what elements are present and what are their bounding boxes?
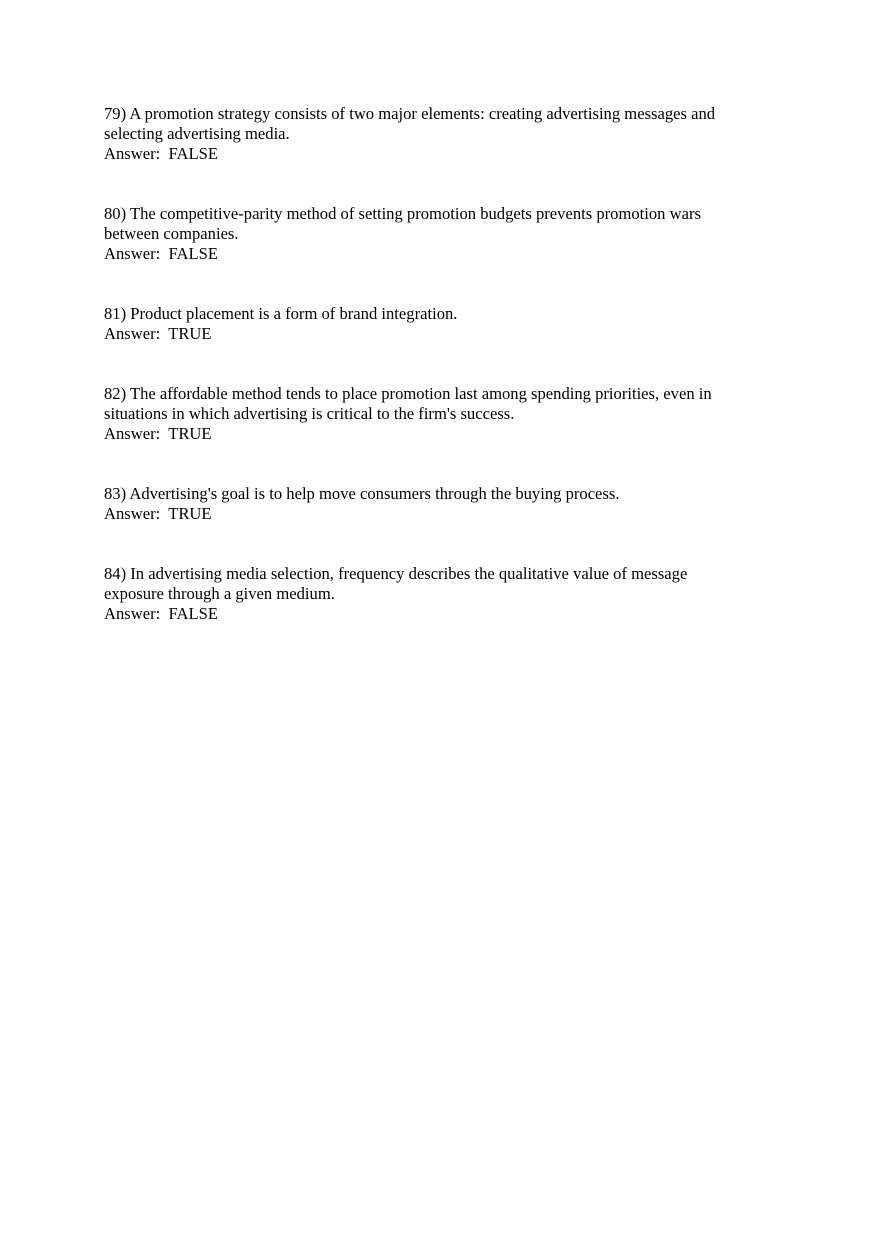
question-82 <box>104 384 764 444</box>
question-text-line: selecting advertising media. <box>104 124 290 143</box>
question-text-line: 84) In advertising media selection, frequency describes the qualitative value of message <box>104 564 688 583</box>
question-list <box>104 104 764 664</box>
question-text-line: exposure through a given medium. <box>104 584 335 603</box>
question-text-line: 79) A promotion strategy consists of two major elements: creating advertising messages and <box>104 104 716 123</box>
answer-text: Answer: FALSE <box>104 604 219 623</box>
question-text-line: 81) Product placement is a form of brand integration. <box>104 304 458 323</box>
question-text-line: 83) Advertising's goal is to help move consumers through the buying process. <box>104 484 620 503</box>
question-79 <box>104 104 764 164</box>
answer-text: Answer: TRUE <box>104 324 212 343</box>
answer-text: Answer: FALSE <box>104 244 219 263</box>
answer-text: Answer: TRUE <box>104 504 212 523</box>
answer-text: Answer: TRUE <box>104 424 212 443</box>
question-84 <box>104 564 764 624</box>
question-text-line: 82) The affordable method tends to place promotion last among spending priorities, even in <box>104 384 712 403</box>
question-text-line: 80) The competitive-parity method of setting promotion budgets prevents promotion wars <box>104 204 701 223</box>
question-83 <box>104 484 764 524</box>
question-81 <box>104 304 764 344</box>
question-80 <box>104 204 764 264</box>
question-text-line: situations in which advertising is critical to the firm's success. <box>104 404 515 423</box>
answer-text: Answer: FALSE <box>104 144 219 163</box>
question-text-line: between companies. <box>104 224 239 243</box>
